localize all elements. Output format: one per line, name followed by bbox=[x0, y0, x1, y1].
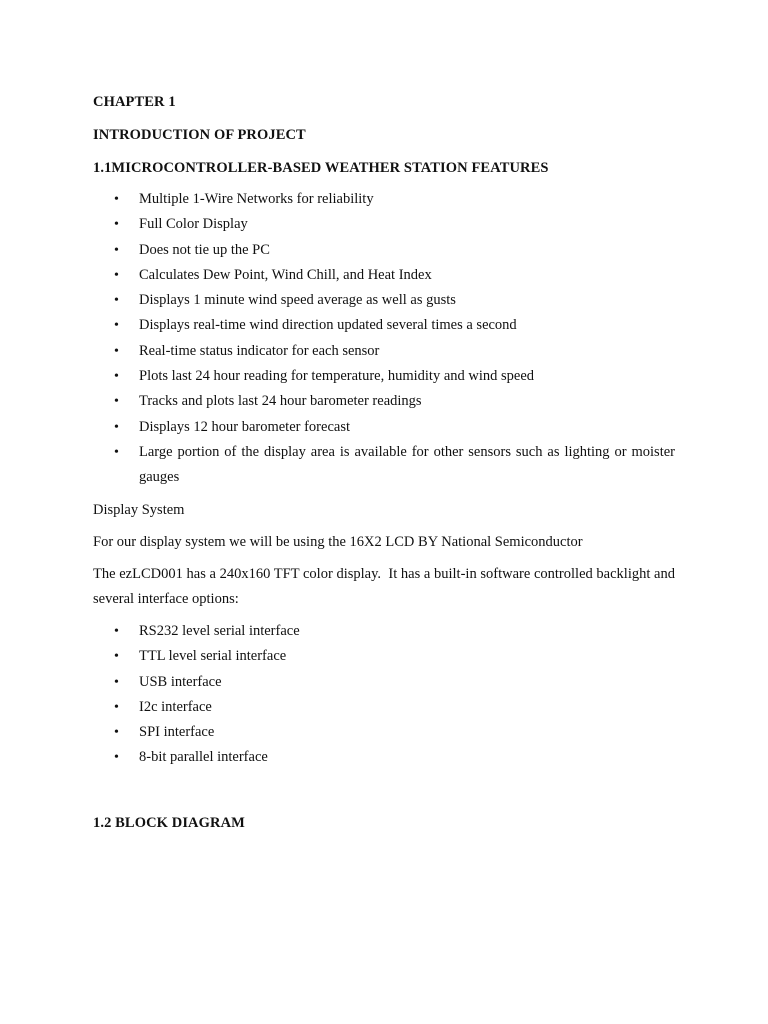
bullet-icon: • bbox=[114, 444, 119, 460]
list-item bbox=[0, 313, 675, 338]
list-item bbox=[0, 364, 675, 389]
bullet-icon: • bbox=[114, 217, 119, 233]
bullet-icon: • bbox=[114, 419, 119, 435]
intro-heading: INTRODUCTION OF PROJECT bbox=[93, 127, 306, 143]
lcd-paragraph: The ezLCD001 has a 240x160 TFT color display. It has a built-in software controlled backlight and several interface options: bbox=[93, 566, 679, 607]
interface-text: TTL level serial interface bbox=[139, 648, 287, 665]
bullet-icon: • bbox=[114, 369, 119, 385]
list-item bbox=[0, 389, 675, 414]
features-list bbox=[0, 187, 768, 491]
bullet-icon: • bbox=[114, 318, 119, 334]
list-item bbox=[0, 695, 675, 720]
features-heading: 1.1MICROCONTROLLER-BASED WEATHER STATION FEATURES bbox=[93, 160, 549, 176]
feature-text: Multiple 1-Wire Networks for reliability bbox=[139, 191, 374, 207]
feature-text: Full Color Display bbox=[139, 216, 248, 233]
display-system-label: Display System bbox=[93, 502, 185, 518]
chapter-heading: CHAPTER 1 bbox=[93, 94, 176, 110]
interface-text: USB interface bbox=[139, 673, 222, 690]
display-paragraph: For our display system we will be using the 16X2 LCD BY National Semiconductor bbox=[93, 534, 583, 550]
list-item bbox=[0, 187, 675, 212]
interface-text: 8-bit parallel interface bbox=[139, 749, 268, 766]
feature-text: Displays 12 hour barometer forecast bbox=[139, 418, 350, 435]
bullet-icon: • bbox=[114, 624, 119, 639]
bullet-icon: • bbox=[114, 750, 119, 766]
list-item bbox=[0, 212, 675, 237]
block-diagram-heading: 1.2 BLOCK DIAGRAM bbox=[93, 815, 245, 831]
list-item bbox=[0, 440, 675, 491]
list-item bbox=[0, 339, 675, 364]
bullet-icon: • bbox=[114, 293, 119, 309]
bullet-icon: • bbox=[114, 394, 119, 410]
feature-text: Large portion of the display area is available for other sensors such as lighting or moister gauges bbox=[139, 443, 675, 486]
list-item bbox=[0, 288, 675, 313]
feature-text: Displays 1 minute wind speed average as well as gusts bbox=[139, 292, 456, 309]
feature-text: Does not tie up the PC bbox=[139, 241, 270, 258]
list-item bbox=[0, 238, 675, 263]
bullet-icon: • bbox=[114, 725, 119, 741]
bullet-icon: • bbox=[114, 242, 119, 258]
feature-text: Displays real-time wind direction updated several times a second bbox=[139, 317, 517, 334]
bullet-icon: • bbox=[114, 649, 119, 665]
list-item bbox=[0, 415, 675, 440]
list-item bbox=[0, 670, 675, 695]
bullet-icon: • bbox=[114, 343, 119, 359]
feature-text: Real-time status indicator for each sensor bbox=[139, 342, 380, 359]
list-item bbox=[0, 644, 675, 669]
list-item bbox=[0, 745, 675, 770]
bullet-icon: • bbox=[114, 674, 119, 690]
list-item bbox=[0, 619, 675, 644]
interfaces-list bbox=[0, 619, 768, 771]
bullet-icon: • bbox=[114, 699, 119, 715]
feature-text: Calculates Dew Point, Wind Chill, and Heat Index bbox=[139, 266, 432, 283]
list-item bbox=[0, 263, 675, 288]
interface-text: SPI interface bbox=[139, 724, 215, 741]
interface-text: I2c interface bbox=[139, 698, 212, 715]
list-item bbox=[0, 720, 675, 745]
interface-text: RS232 level serial interface bbox=[139, 623, 300, 639]
bullet-icon: • bbox=[114, 267, 119, 283]
feature-text: Plots last 24 hour reading for temperature, humidity and wind speed bbox=[139, 368, 535, 385]
bullet-icon: • bbox=[114, 192, 119, 207]
feature-text: Tracks and plots last 24 hour barometer readings bbox=[139, 393, 422, 410]
